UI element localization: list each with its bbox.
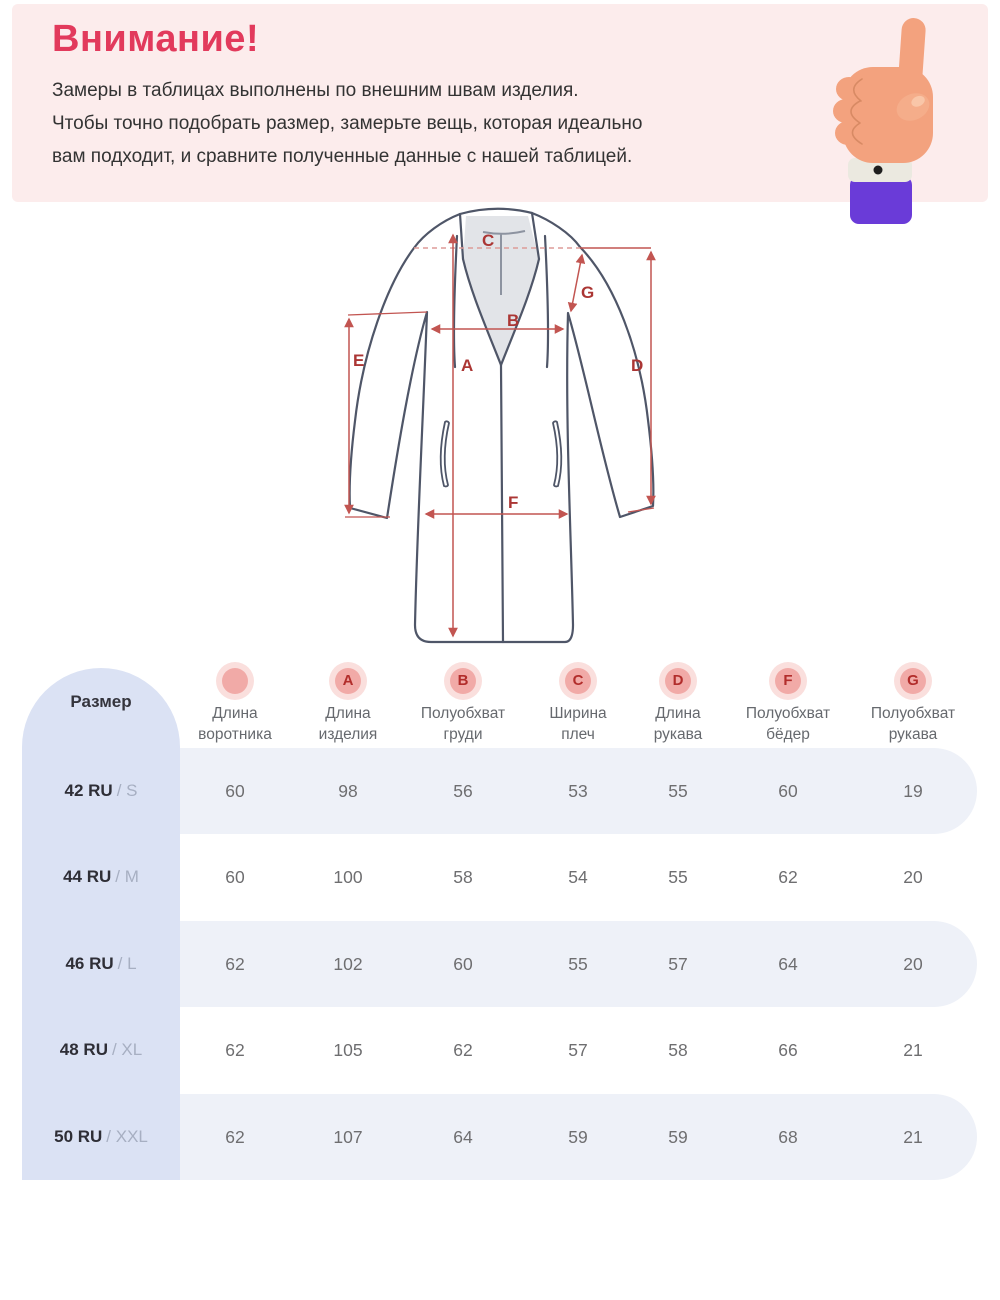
column-header-sleeve: D Длина рукава bbox=[606, 662, 750, 745]
value-cell: 62 bbox=[453, 1040, 473, 1060]
mark-D: D bbox=[631, 356, 644, 375]
size-column-header: Размер bbox=[70, 692, 132, 711]
value-cell: 53 bbox=[568, 781, 588, 801]
value-cell: 98 bbox=[338, 781, 358, 801]
notice-title: Внимание! bbox=[52, 18, 260, 60]
mark-B: B bbox=[507, 311, 520, 330]
value-cell: 55 bbox=[668, 867, 688, 887]
mark-E: E bbox=[353, 351, 365, 370]
value-cell: 58 bbox=[668, 1040, 688, 1060]
value-cell: 55 bbox=[568, 954, 588, 974]
value-cell: 60 bbox=[225, 781, 245, 801]
value-cell: 64 bbox=[453, 1127, 473, 1147]
value-cell: 60 bbox=[778, 781, 798, 801]
hand-sleeve bbox=[850, 176, 912, 224]
badge-c-icon: C bbox=[559, 662, 597, 700]
badge-g-icon: G bbox=[894, 662, 932, 700]
notice-text bbox=[52, 74, 642, 173]
value-cell: 66 bbox=[778, 1040, 798, 1060]
value-cell: 54 bbox=[568, 867, 588, 887]
value-cell: 62 bbox=[778, 867, 798, 887]
value-cell: 19 bbox=[903, 781, 923, 801]
mark-C: C bbox=[482, 231, 495, 250]
value-cell: 21 bbox=[903, 1040, 923, 1060]
value-cell: 57 bbox=[668, 954, 688, 974]
value-cell: 62 bbox=[225, 1040, 245, 1060]
badge-d-icon: D bbox=[659, 662, 697, 700]
value-cell: 21 bbox=[903, 1127, 923, 1147]
column-header-chest: B Полуобхват груди bbox=[391, 662, 535, 745]
value-cell: 59 bbox=[568, 1127, 588, 1147]
value-cell: 20 bbox=[903, 867, 923, 887]
notice-line-2: Чтобы точно подобрать размер, замерьте вещь, которая идеально bbox=[52, 113, 643, 134]
mark-A: A bbox=[461, 356, 474, 375]
badge-empty-icon bbox=[216, 662, 254, 700]
value-cell: 64 bbox=[778, 954, 798, 974]
value-cell: 60 bbox=[225, 867, 245, 887]
knuckles bbox=[833, 77, 862, 145]
value-cell: 57 bbox=[568, 1040, 588, 1060]
value-cell: 59 bbox=[668, 1127, 688, 1147]
value-cell: 55 bbox=[668, 781, 688, 801]
value-cell: 68 bbox=[778, 1127, 798, 1147]
column-header-shoulders: C Ширина плеч bbox=[506, 662, 650, 745]
badge-a-icon: A bbox=[329, 662, 367, 700]
column-header-collar: Длина воротника bbox=[163, 662, 307, 745]
cuff-button bbox=[874, 166, 883, 175]
row-size-50: 50 RU / XXL bbox=[54, 1127, 148, 1146]
row-size-42: 42 RU / S bbox=[64, 781, 138, 800]
notice-line-3: вам подходит, и сравните полученные данные с нашей таблицей. bbox=[52, 146, 633, 167]
row-size-48: 48 RU / XL bbox=[59, 1040, 143, 1059]
column-header-sleeve-girth: G Полуобхват рукава bbox=[841, 662, 985, 745]
value-cell: 56 bbox=[453, 781, 473, 801]
badge-f-icon: F bbox=[769, 662, 807, 700]
value-cell: 102 bbox=[333, 954, 363, 974]
value-cell: 60 bbox=[453, 954, 473, 974]
mark-F: F bbox=[508, 493, 519, 512]
value-cell: 62 bbox=[225, 1127, 245, 1147]
value-cell: 58 bbox=[453, 867, 473, 887]
column-header-hips: F Полуобхват бёдер bbox=[716, 662, 860, 745]
value-cell: 20 bbox=[903, 954, 923, 974]
row-size-44: 44 RU / M bbox=[63, 867, 139, 886]
badge-b-icon: B bbox=[444, 662, 482, 700]
value-cell: 105 bbox=[333, 1040, 363, 1060]
mark-G: G bbox=[581, 283, 595, 302]
value-cell: 62 bbox=[225, 954, 245, 974]
row-size-46: 46 RU / L bbox=[65, 954, 137, 973]
notice-line-1: Замеры в таблицах выполнены по внешним швам изделия. bbox=[52, 80, 579, 101]
value-cell: 100 bbox=[333, 867, 363, 887]
column-header-length: A Длина изделия bbox=[276, 662, 420, 745]
coat-measurement-diagram bbox=[320, 195, 690, 665]
value-cell: 107 bbox=[333, 1127, 363, 1147]
size-column-panel bbox=[22, 668, 180, 1180]
pointing-hand-icon bbox=[833, 10, 993, 225]
